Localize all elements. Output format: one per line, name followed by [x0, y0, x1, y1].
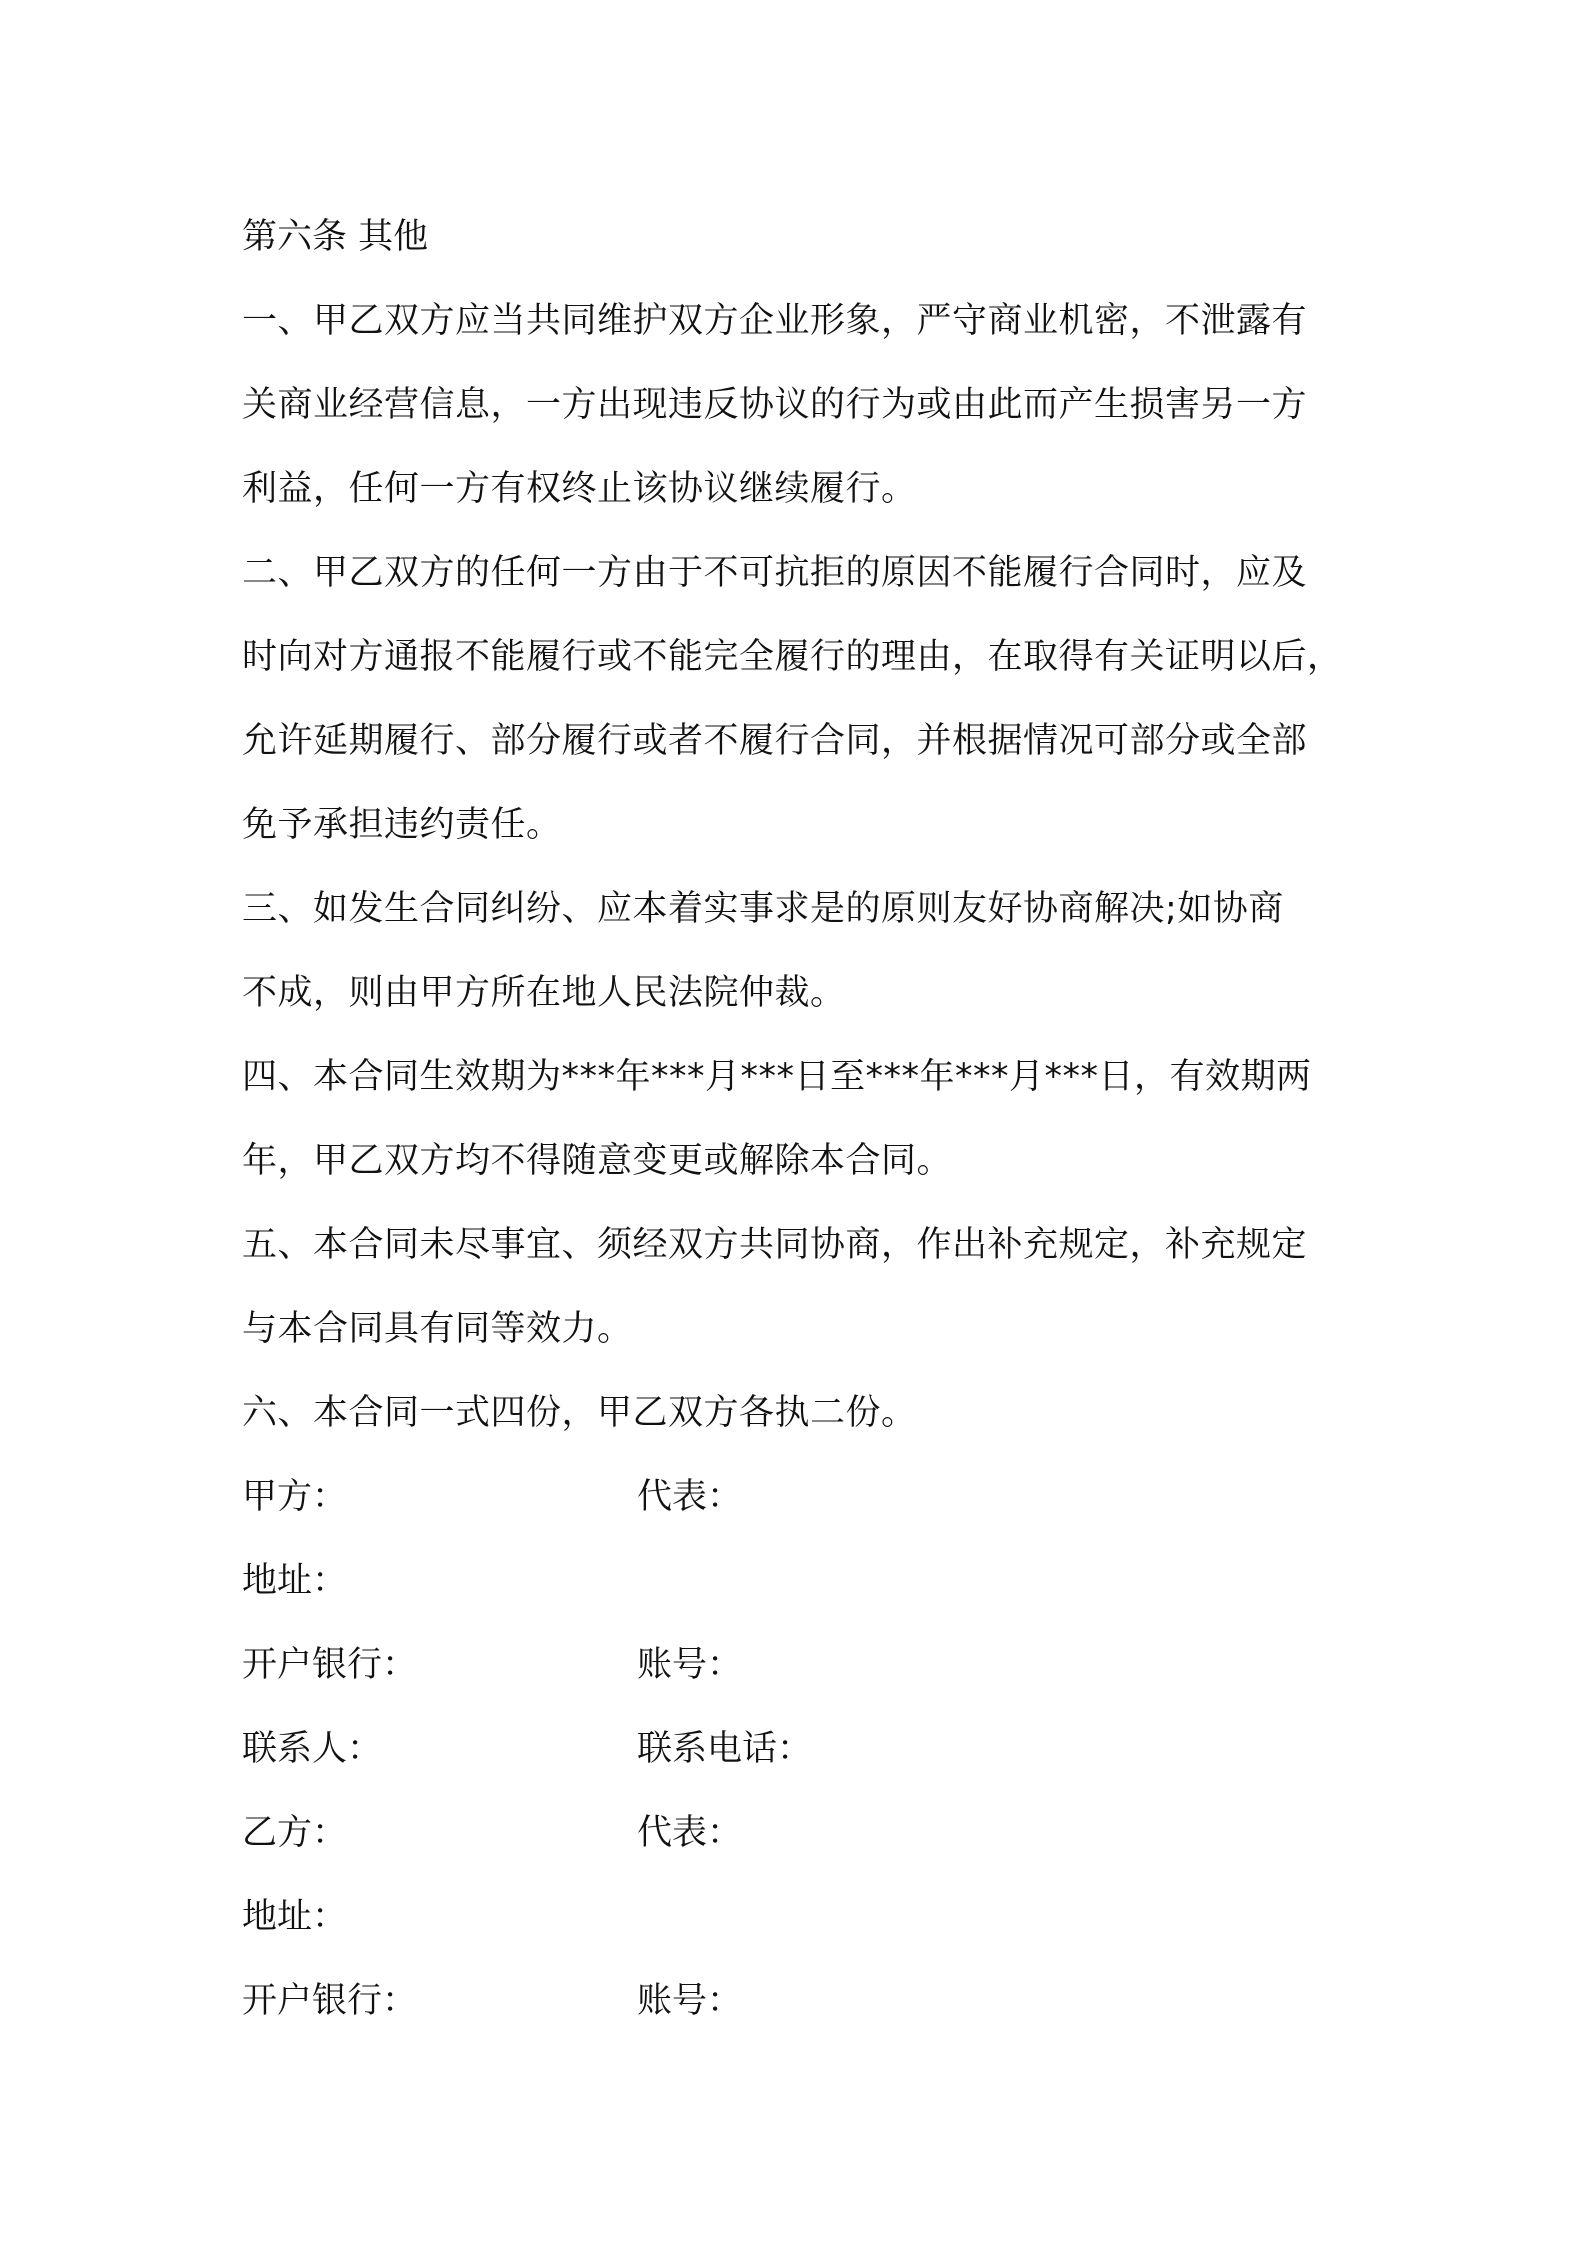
paragraph-line: 关商业经营信息，一方出现违反协议的行为或由此而产生损害另一方 — [242, 385, 1308, 425]
signature-row-bank — [242, 1959, 1382, 2043]
field-label-representative: 代表： — [637, 1477, 743, 1517]
field-label-account: 账号： — [637, 1645, 743, 1685]
paragraph-line: 时向对方通报不能履行或不能完全履行的理由，在取得有关证明以后， — [242, 637, 1343, 677]
field-label-account: 账号： — [637, 1981, 743, 2021]
paragraph-line: 不成，则由甲方所在地人民法院仲裁。 — [242, 973, 846, 1013]
paragraph-line: 五、本合同未尽事宜、须经双方共同协商，作出补充规定，补充规定 — [242, 1225, 1308, 1265]
field-label-phone: 联系电话： — [637, 1729, 813, 1769]
paragraph-line: 二、甲乙双方的任何一方由于不可抗拒的原因不能履行合同时，应及 — [242, 553, 1308, 593]
paragraph-line: 四、本合同生效期为***年***月***日至***年***月***日，有效期两 — [242, 1057, 1312, 1097]
paragraph-line: 六、本合同一式四份，甲乙双方各执二份。 — [242, 1393, 917, 1433]
field-label-bank: 开户银行： — [242, 1981, 418, 2021]
signature-row-party-a — [242, 1455, 1382, 1539]
field-label-address: 地址： — [242, 1897, 348, 1937]
field-label-representative: 代表： — [637, 1813, 743, 1853]
field-label-address: 地址： — [242, 1561, 348, 1601]
paragraph-line: 免予承担违约责任。 — [242, 805, 562, 845]
signature-row-address — [242, 1539, 1382, 1623]
field-label-party-a: 甲方： — [242, 1477, 348, 1517]
field-label-party-b: 乙方： — [242, 1813, 348, 1853]
signature-row-party-b — [242, 1791, 1382, 1875]
signature-row-address — [242, 1875, 1382, 1959]
signature-row-contact — [242, 1707, 1382, 1791]
paragraph-line: 允许延期履行、部分履行或者不履行合同，并根据情况可部分或全部 — [242, 721, 1308, 761]
paragraph-line: 三、如发生合同纠纷、应本着实事求是的原则友好协商解决;如协商 — [242, 889, 1284, 929]
paragraph-line: 一、甲乙双方应当共同维护双方企业形象，严守商业机密，不泄露有 — [242, 301, 1308, 341]
paragraph-line: 与本合同具有同等效力。 — [242, 1309, 633, 1349]
field-label-bank: 开户银行： — [242, 1645, 418, 1685]
field-label-contact: 联系人： — [242, 1729, 383, 1769]
document-body — [242, 195, 1382, 2043]
signature-row-bank — [242, 1623, 1382, 1707]
section-heading: 第六条 其他 — [242, 217, 429, 257]
paragraph-line: 利益，任何一方有权终止该协议继续履行。 — [242, 469, 917, 509]
paragraph-line: 年，甲乙双方均不得随意变更或解除本合同。 — [242, 1141, 953, 1181]
